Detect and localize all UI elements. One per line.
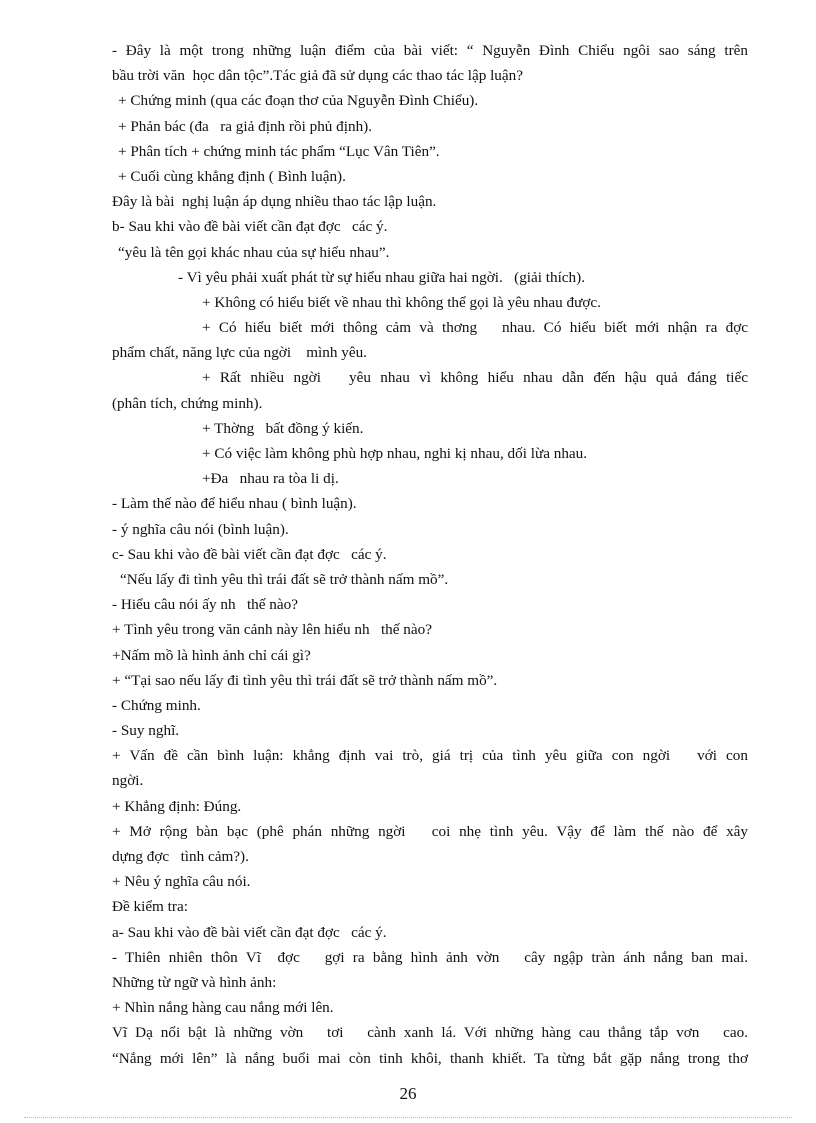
text-line: - Đây là một trong những luận điểm của bài viết: “ Nguyễn Đình Chiểu ngôi sao sáng trên — [112, 42, 748, 59]
text-line: ngời. — [112, 772, 144, 790]
text-line: - Hiểu câu nói ấy nh thế nào? — [112, 596, 298, 614]
text-line: c- Sau khi vào đề bài viết cần đạt đợc các ý. — [112, 545, 387, 563]
text-line: “Nắng mới lên” là nắng buổi mai còn tinh khôi, thanh khiết. Ta từng bắt gặp nắng trong thơ — [112, 1049, 748, 1067]
footer-divider — [24, 1117, 792, 1118]
text-line: Vĩ Dạ nổi bật là những vờn tơi cành xanh lá. Với những hàng cau thẳng tắp vơn cao. — [112, 1024, 748, 1042]
text-line: + Rất nhiều ngời yêu nhau vì không hiểu nhau dẫn đến hậu quả đáng tiếc — [202, 369, 748, 387]
text-line: - Vì yêu phải xuất phát từ sự hiểu nhau giữa hai ngời. (giải thích). — [178, 268, 585, 286]
text-line: bầu trời văn học dân tộc”.Tác giả đã sử dụng các thao tác lập luận? — [112, 67, 523, 85]
text-line: + Mở rộng bàn bạc (phê phán những ngời coi nhẹ tình yêu. Vậy để làm thế nào để xây — [112, 822, 748, 840]
text-line: “yêu là tên gọi khác nhau của sự hiểu nhau”. — [118, 243, 390, 261]
text-line: - Làm thế nào để hiểu nhau ( bình luận). — [112, 495, 357, 513]
text-line: + Khẳng định: Đúng. — [112, 797, 242, 815]
text-line: + Vấn đề cần bình luận: khẳng định vai trò, giá trị của tình yêu giữa con ngời với con — [112, 747, 748, 765]
text-line: + Cuối cùng khẳng định ( Bình luận). — [118, 167, 346, 185]
text-line: - Suy nghĩ. — [112, 722, 180, 740]
text-line: +Nấm mồ là hình ảnh chỉ cái gì? — [112, 646, 311, 664]
document-body — [112, 38, 748, 1071]
text-line: - Thiên nhiên thôn Vĩ đợc gợi ra bằng hình ảnh vờn cây ngập tràn ánh nắng ban mai. — [112, 948, 748, 966]
text-line: Những từ ngữ và hình ảnh: — [112, 973, 277, 991]
text-line: - ý nghĩa câu nói (bình luận). — [112, 520, 289, 538]
text-line: “Nếu lấy đi tình yêu thì trái đất sẽ trở thành nấm mồ”. — [120, 570, 449, 588]
text-line: + Không có hiểu biết về nhau thì không thể gọi là yêu nhau được. — [202, 293, 601, 311]
text-line: Đây là bài nghị luận áp dụng nhiều thao tác lập luận. — [112, 193, 437, 211]
text-line: - Chứng minh. — [112, 696, 201, 714]
text-line: phẩm chất, năng lực của ngời mình yêu. — [112, 344, 367, 362]
text-line: + Tình yêu trong văn cảnh này lên hiểu nh thế nào? — [112, 621, 432, 639]
text-line: + Phân tích + chứng minh tác phẩm “Lục Vân Tiên”. — [118, 142, 440, 160]
text-line: + Chứng minh (qua các đoạn thơ của Nguyễn Đình Chiểu). — [118, 92, 479, 110]
text-line: + Nêu ý nghĩa câu nói. — [112, 873, 251, 891]
text-line: + Thờng bất đồng ý kiến. — [202, 419, 364, 437]
text-line: Đề kiểm tra: — [112, 898, 188, 916]
text-line: + Phản bác (đa ra giả định rồi phủ định). — [118, 117, 373, 135]
text-line: (phân tích, chứng minh). — [112, 394, 263, 412]
text-line: + Có hiểu biết mới thông cảm và thơng nhau. Có hiểu biết mới nhận ra đợc — [202, 319, 748, 337]
text-line: + Có việc làm không phù hợp nhau, nghi kị nhau, dối lừa nhau. — [202, 445, 588, 462]
page-number: 26 — [399, 1084, 417, 1103]
text-line: dựng đợc tình cảm?). — [112, 848, 249, 865]
text-line: + Nhìn nắng hàng cau nắng mới lên. — [112, 999, 334, 1017]
text-line: + “Tại sao nếu lấy đi tình yêu thì trái đất sẽ trở thành nấm mồ”. — [112, 671, 498, 689]
text-line: b- Sau khi vào đề bài viết cần đạt đợc các ý. — [112, 218, 388, 236]
text-line: a- Sau khi vào đề bài viết cần đạt đợc các ý. — [112, 923, 387, 941]
text-line: +Đa nhau ra tòa li dị. — [202, 470, 339, 488]
